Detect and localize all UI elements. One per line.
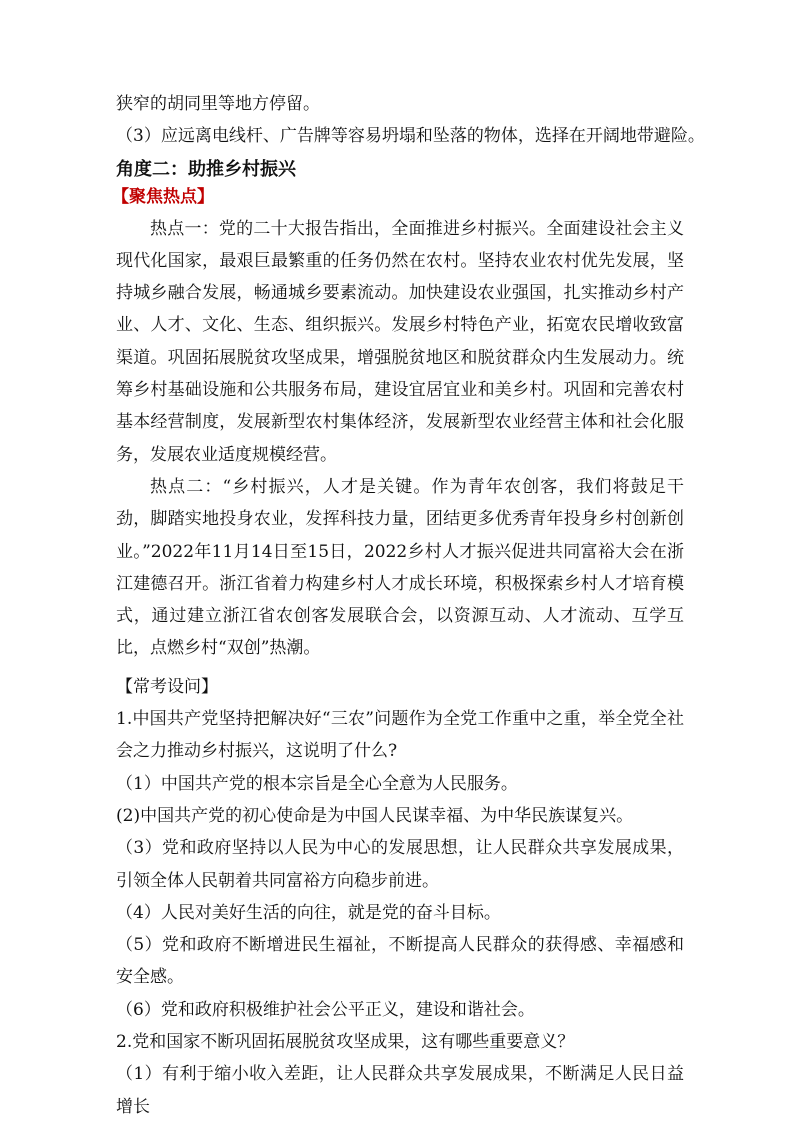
- q1-answer-1: （1）中国共产党的根本宗旨是全心全意为人民服务。: [116, 773, 518, 794]
- top-line: 狭窄的胡同里等地方停留。: [116, 94, 320, 114]
- q1-answer-3: （3）党和政府坚持以人民为中心的发展思想，让人民群众共享发展成果，引领全体人民朝着共同富裕方向稳步前进。: [116, 838, 684, 891]
- q1-answer-2: (2)中国共产党的初心使命是为中国人民谋幸福、为中华民族谋复兴。: [116, 805, 634, 826]
- q1-answer-4: （4）人民对美好生活的向往，就是党的奋斗目标。: [116, 902, 501, 923]
- section-heading: 角度二：助推乡村振兴: [116, 158, 296, 180]
- hot-label: 【聚焦热点】: [112, 186, 214, 207]
- question-2: 2.党和国家不断巩固拓展脱贫攻坚成果，这有哪些重要意义？: [116, 1032, 575, 1053]
- q1-answer-5: （5）党和政府不断增进民生福祉，不断提高人民群众的获得感、幸福感和安全感。: [116, 935, 684, 988]
- q2-answer-1: （1）有利于缩小收入差距，让人民群众共享发展成果，不断满足人民日益增长: [116, 1064, 684, 1117]
- top-item-3: （3）应远离电线杆、广告牌等容易坍塌和坠落的物体，选择在开阔地带避险。: [116, 126, 705, 147]
- q1-answer-6: （6）党和政府积极维护社会公平正义，建设和谐社会。: [116, 999, 535, 1020]
- questions-label: 【常考设问】: [116, 676, 218, 697]
- hotspot-2: 热点二：“乡村振兴，人才是关键。作为青年农创客，我们将鼓足干劲，脚踏实地投身农业，发挥科技力量，团结更多优秀青年投身乡村创新创业。”2022年11月14日至15日，2022乡村人才振兴促进共同富裕大会在浙江建德召开。浙江省着力构建乡村人才成长环境，积极探索乡村人才培育模式，通过建立浙江省农创客发展联合会，以资源互动、人才流动、互学互比，点燃乡村“双创”热潮。: [116, 476, 684, 659]
- question-1: 1.中国共产党坚持把解决好“三农”问题作为全党工作重中之重，举全党全社会之力推动乡村振兴，这说明了什么?: [116, 709, 684, 762]
- hotspot-1: 热点一：党的二十大报告指出，全面推进乡村振兴。全面建设社会主义现代化国家，最艰巨最繁重的任务仍然在农村。坚持农业农村优先发展，坚持城乡融合发展，畅通城乡要素流动。加快建设农业强国，扎实推动乡村产业、人才、文化、生态、组织振兴。发展乡村特色产业，拓宽农民增收致富渠道。巩固拓展脱贫攻坚成果，增强脱贫地区和脱贫群众内生发展动力。统筹乡村基础设施和公共服务布局，建设宜居宜业和美乡村。巩固和完善农村基本经营制度，发展新型农村集体经济，发展新型农业经营主体和社会化服务，发展农业适度规模经营。: [116, 218, 684, 465]
